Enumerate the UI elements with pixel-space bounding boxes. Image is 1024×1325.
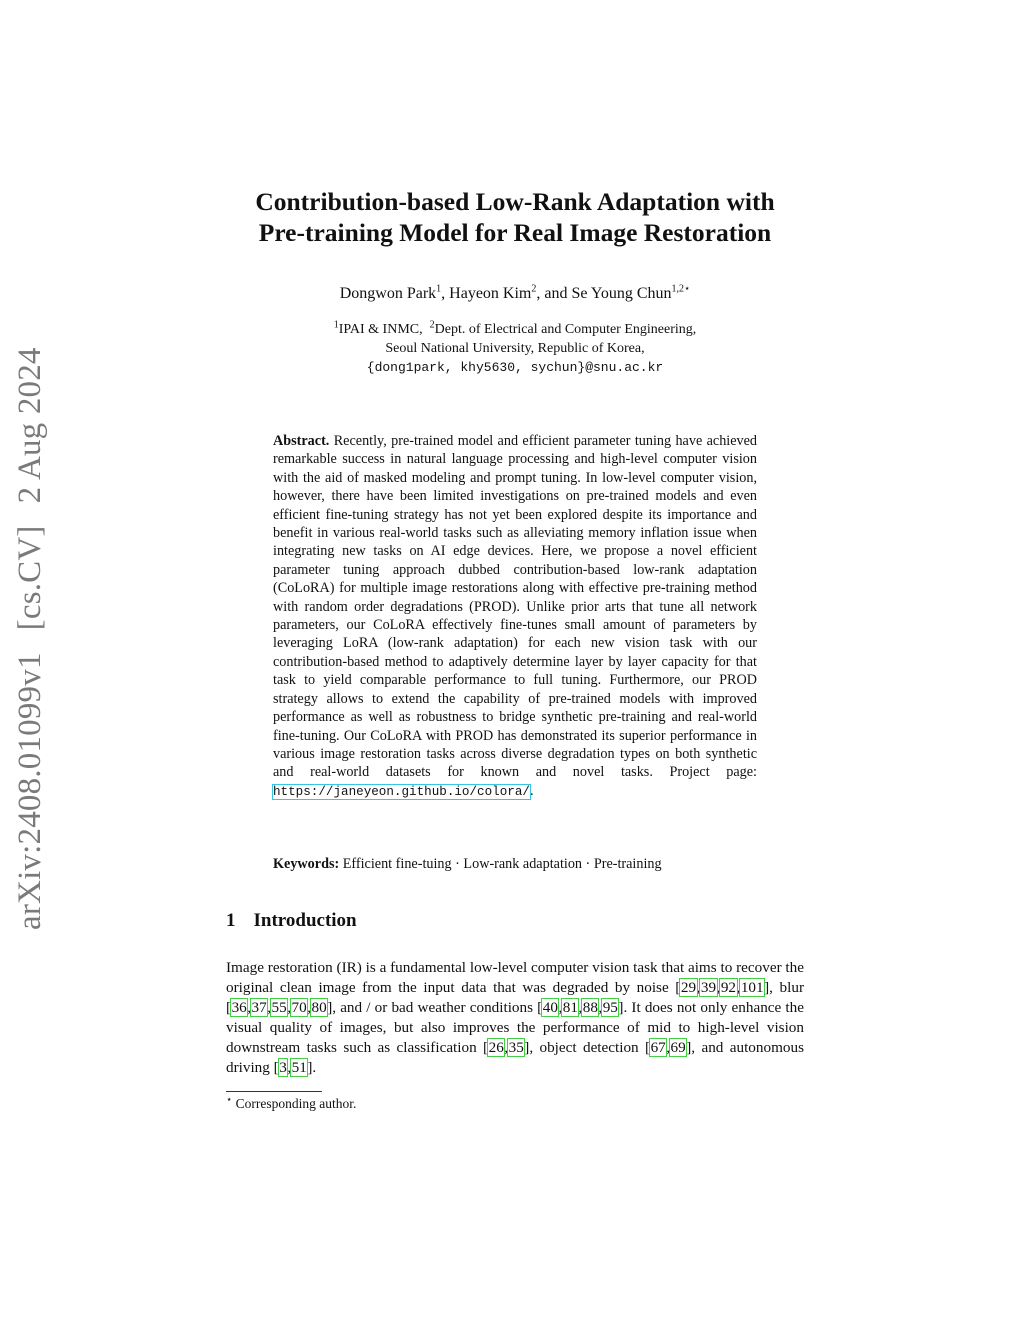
- citation-link[interactable]: 35: [508, 1039, 524, 1056]
- intro-text: ], blur [: [226, 979, 804, 1016]
- citation-link[interactable]: 55: [271, 999, 287, 1016]
- author-name: Se Young Chun: [571, 285, 672, 302]
- abstract-end: .: [529, 782, 534, 799]
- author-list: Dongwon Park$^1$, Hayeon Kim$^2$, and Se Young Chun$^{1,2⋆}$: [339, 283, 691, 302]
- keywords: [273, 855, 757, 873]
- arxiv-id: arXiv:2408.01099v1: [12, 652, 48, 930]
- author-conjunction: and: [544, 285, 568, 302]
- affiliations: [150, 320, 880, 377]
- citation-link[interactable]: 39: [700, 979, 717, 996]
- affil-mark: 1: [333, 319, 339, 331]
- affil-org-1: IPAI & INMC,: [338, 322, 423, 337]
- footnote: [226, 1096, 356, 1112]
- keywords-text: Efficient fine-tuing · Low-rank adaptation · Pre-training: [342, 856, 662, 872]
- section-number: 1: [226, 910, 236, 931]
- footnote-text: Corresponding author.: [235, 1096, 357, 1111]
- intro-text: ], and autonomous driving [: [226, 1039, 804, 1076]
- abstract-text: Recently, pre-trained model and efficient parameter tuning have achieved remarkable success in natural language processing and high-level computer vision with the aid of masked modeling and prompt tuning. In low-level computer vision, however, there have been limited investigations on pre-trained models and even efficient fine-tuning strategy has not yet been explored despite its importance and benefit in various real-world tasks such as alleviating memory inflation issue when integrating new tasks on AI edge devices. Here, we propose a novel efficient parameter tuning approach dubbed contribution-based low-rank adaptation (CoLoRA) for multiple image restorations along with effective pre-training method with random order degradations (PROD). Unlike prior arts that tune all network parameters, our CoLoRA effectively fine-tunes small amount of parameters by leveraging LoRA (low-rank adaptation) for each new vision task with our contribution-based method to adaptively determine layer by layer capacity for that task to yield comparable performance to full tuning. Furthermore, our PROD strategy allows to extend the capability of pre-trained models with improved performance as well as robustness to bridge synthetic pre-training and real-world fine-tuning. Our CoLoRA with PROD has demonstrated its superior performance in various image restoration tasks across diverse degradation types on both synthetic and real-world datasets for known and novel tasks. Project page:: [273, 433, 758, 781]
- citation-link[interactable]: 51: [291, 1059, 307, 1076]
- citation-link[interactable]: 70: [291, 999, 307, 1016]
- title-line-1: Contribution-based Low-Rank Adaptation with: [255, 187, 775, 216]
- arxiv-sidebar-stamp: [12, 347, 49, 930]
- arxiv-date: 2 Aug 2024: [12, 347, 48, 504]
- section-heading: [226, 910, 357, 932]
- abstract-label: Abstract.: [273, 433, 330, 449]
- affiliation-line-2: Seoul National University, Republic of Korea,: [385, 341, 645, 356]
- citation-link[interactable]: 101: [740, 979, 764, 996]
- citation-link[interactable]: 29: [680, 979, 697, 996]
- intro-text: Image restoration (IR) is a fundamental low-level computer vision task that aims to recover the original clean image from the input data that was degraded by noise [: [226, 959, 804, 996]
- paper-title: [150, 186, 880, 248]
- author-name: Hayeon Kim: [449, 285, 532, 302]
- citation-link[interactable]: 69: [670, 1039, 686, 1056]
- author-affil-mark: 1: [436, 283, 442, 295]
- intro-text: ]. It does not only enhance the visual quality of images, but also improves the performance of mid to high-level vision downstream tasks such as classification [: [226, 999, 804, 1056]
- section-title: Introduction: [253, 910, 357, 931]
- footnote-mark: ⋆: [226, 1094, 233, 1106]
- affil-mark: 2: [429, 319, 435, 331]
- citation-link[interactable]: 92: [720, 979, 737, 996]
- citation-link[interactable]: 37: [251, 999, 267, 1016]
- title-line-2: Pre-training Model for Real Image Restoration: [258, 218, 772, 247]
- author-affil-mark: 2: [531, 283, 537, 295]
- citation-link[interactable]: 67: [650, 1039, 666, 1056]
- citation-link[interactable]: 88: [582, 999, 598, 1016]
- author-name: Dongwon Park: [339, 285, 437, 302]
- citation-link[interactable]: 80: [311, 999, 327, 1016]
- abstract: [273, 432, 757, 801]
- arxiv-category: [cs.CV]: [12, 525, 48, 631]
- affiliation-line-1: [150, 320, 880, 339]
- citation-link[interactable]: 26: [488, 1039, 504, 1056]
- intro-text: ], object detection [: [524, 1039, 651, 1056]
- citation-link[interactable]: 81: [562, 999, 578, 1016]
- citation-link[interactable]: 3: [279, 1059, 287, 1076]
- project-page-link[interactable]: https://janeyeon.github.io/colora/: [273, 784, 530, 799]
- keywords-label: Keywords:: [273, 856, 340, 872]
- intro-text: ].: [307, 1059, 317, 1076]
- intro-paragraph: Image restoration (IR) is a fundamental low-level computer vision task that aims to recover the original clean image from the input data that was degraded by noise [29,39,92,101], blur [36,37,55,70,80], and / or bad weather conditions [40,81,88,95]. It does not only enhance the visual quality of images, but also improves the performance of mid to high-level vision downstream tasks such as classification [26,35], object detection [67,69], and autonomous driving [3,51].: [226, 959, 804, 1076]
- citation-link[interactable]: 36: [231, 999, 247, 1016]
- citation-link[interactable]: 95: [602, 999, 618, 1016]
- affil-org-2: Dept. of Electrical and Computer Engineering,: [434, 322, 697, 337]
- author-affil-mark: 1,2⋆: [671, 283, 691, 295]
- author-emails: {dong1park, khy5630, sychun}@snu.ac.kr: [366, 360, 664, 375]
- footnote-divider: [226, 1091, 322, 1092]
- intro-text: ], and / or bad weather conditions [: [327, 999, 543, 1016]
- citation-link[interactable]: 40: [542, 999, 558, 1016]
